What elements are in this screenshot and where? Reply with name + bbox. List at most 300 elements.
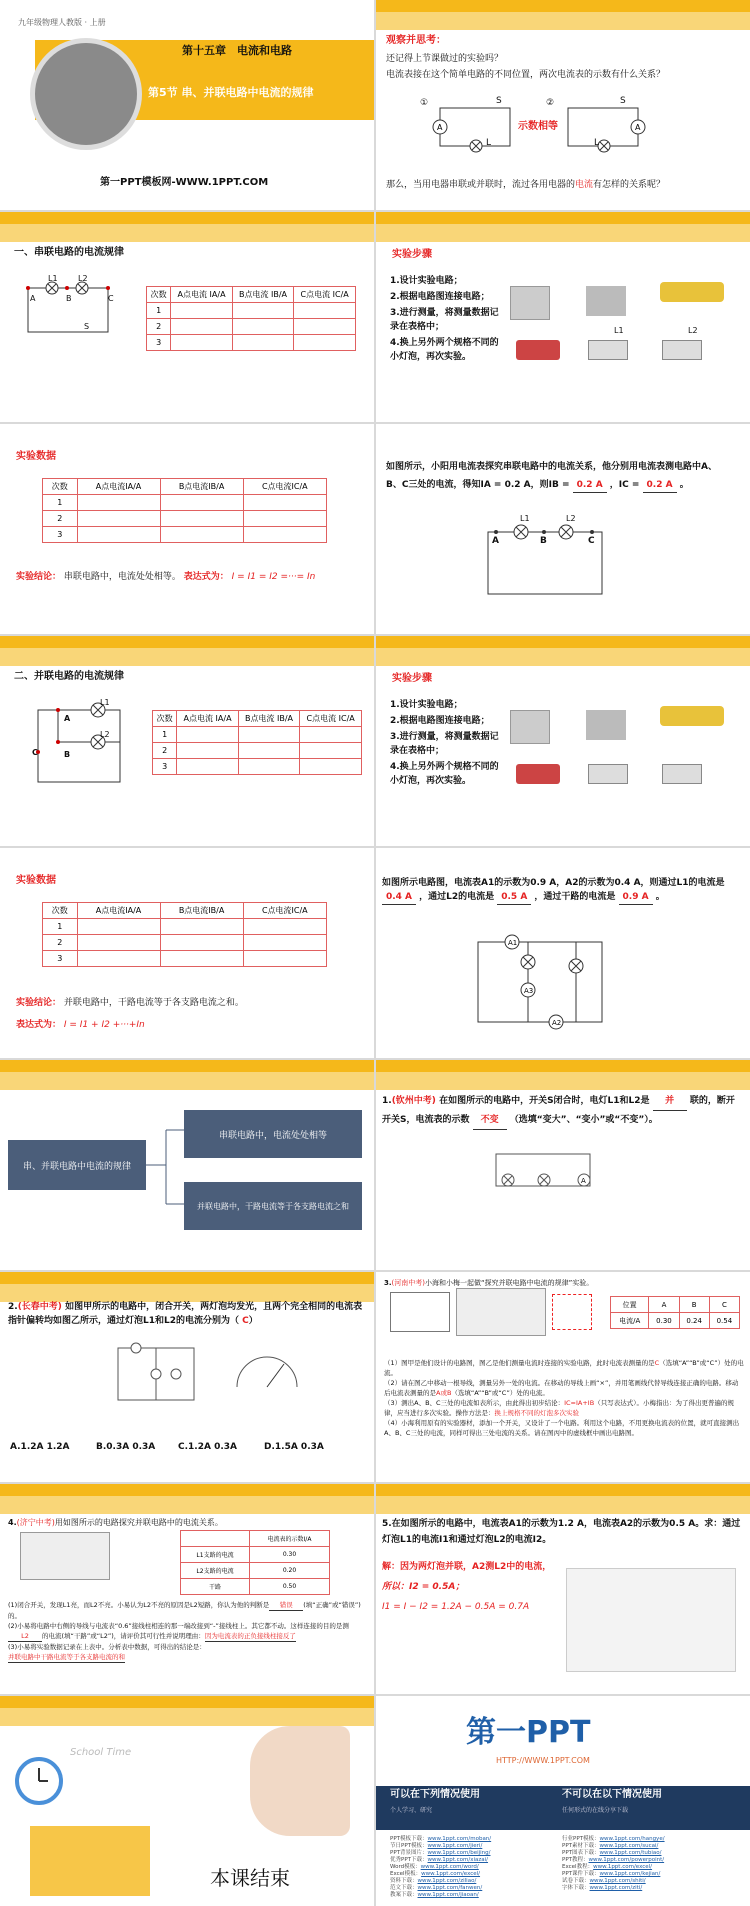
parallel-example-circuit [476,938,606,1028]
answer-1: 并 [653,1092,687,1111]
top-bar [376,0,750,12]
th-empty [181,1531,250,1547]
circuit-1-l: L [486,138,492,148]
top-bar-shade [376,648,750,666]
cannot-use-title: 不可以在以下情况使用 [562,1789,662,1800]
top-bar [376,212,750,224]
step-1: 1.设计实验电路； [390,276,463,286]
row-index: 1 [153,727,177,743]
circuit-1-label: ① [420,98,429,108]
part-4: （4）小海利用原有的实验器材，添加一个开关，又设计了一个电路。利用这个电路，不用更换电流表的位置，就可直接测出A、B、C三处的电流，同样可得出三处电流的关系。请在图丙中的虚线框中画出电路图。 [384,1419,740,1437]
link-label: 教案下载： [390,1892,418,1898]
series-table [146,286,356,351]
row-value: 0.50 [249,1579,329,1595]
link-label: PPT模板下载： [390,1836,428,1842]
exercise-4-title [8,1516,223,1530]
table-row [43,951,327,967]
answer-2: 不变 [473,1111,507,1130]
link-row[interactable] [390,1878,560,1885]
text-4: 。 [655,892,665,902]
link-url[interactable]: www.1ppt.com/kejian/ [599,1871,661,1877]
link-label: PPT课件下载： [562,1871,600,1877]
link-row[interactable] [390,1843,560,1850]
option-a[interactable]: A.1.2A 1.2A [10,1442,70,1452]
row-index: 2 [147,319,171,335]
link-row[interactable] [390,1857,560,1864]
step-3: 3.进行测量，将测量数据记录在表格中； [390,732,499,756]
switch-image [586,710,626,740]
top-bar [0,1484,374,1496]
table-header [153,711,362,727]
slide-series-data[interactable] [0,424,374,634]
step-2: 2.根据电路图连接电路； [390,292,490,302]
series-a: A [30,294,36,303]
part-1: (1)闭合开关，发现L1亮，而L2不亮。小易认为L2不亮的原因是L2短路，你认为他的判断是 [8,1601,270,1609]
ammeter-image [510,286,550,320]
link-url[interactable]: www.1ppt.com/word/ [420,1864,479,1870]
text-1: 如图所示电路图，电流表A1的示数为0.9 A，A2的示数为0.4 A，则通过L1的电流是 [382,878,725,888]
slide-exercise-1[interactable] [376,1060,750,1270]
top-bar-shade [0,1072,374,1090]
parallel-circuit [36,702,126,792]
link-url[interactable]: www.1ppt.com/tubiao/ [599,1850,662,1856]
switch-image [586,286,626,316]
slide-steps-1[interactable] [376,212,750,422]
data-heading: 实验数据 [16,451,56,462]
exercise-1-text: 1.(钦州中考) 在如图所示的电路中，开关S闭合时，电灯L1和L2是 并 联的，断开 开关S，电流表的示数 不变 （选填“变大”、“变小”或“不变”）。 [382,1092,744,1130]
table-header [147,287,356,303]
circuit-2-s: S [620,96,626,106]
link-url[interactable]: www.1ppt.com/hangye/ [599,1836,665,1842]
th-b: B [679,1297,709,1313]
slide-end[interactable] [0,1696,374,1906]
node-a: A [492,536,499,546]
link-url[interactable]: www.1ppt.com/shiti/ [589,1878,646,1884]
col-c: C点电流IC/A [243,903,326,919]
right-link-list [562,1836,742,1892]
conclusion-text: 并联电路中，干路电流等于各支路电流之和。 [63,998,244,1008]
slide-series-law[interactable] [0,212,374,422]
top-bar [376,636,750,648]
part-1b: (填“正确”或“错误”)的。 [8,1601,361,1620]
link-row[interactable] [562,1857,742,1864]
slide-parallel-data[interactable] [0,848,374,1058]
link-row[interactable] [390,1892,560,1899]
source-tag: (济宁中考) [16,1518,55,1527]
top-bar-shade [0,648,374,666]
row-index: 1 [43,919,78,935]
link-url[interactable]: www.1ppt.com/fanwen/ [417,1885,483,1891]
link-label: Excel模板： [390,1871,422,1877]
circuit-1-s: S [496,96,502,106]
link-url[interactable]: www.1ppt.com/xiazai/ [427,1857,489,1863]
question-number: 4. [8,1518,17,1527]
col-count: 次数 [43,479,78,495]
part-1: （1）图甲是他们设计的电路图，图乙是他们测量电流时连接的实验电路，此时电流表测量的是 [384,1359,655,1367]
part-3b: （只写表达式）。小梅指出：为了得出更普遍的规律，应当进行多次实验。操作方法是： [384,1399,734,1417]
ammeter-dial [232,1352,302,1392]
link-label: PPT背景图片： [390,1850,428,1856]
parallel-conclusion [16,996,244,1010]
link-row[interactable] [562,1850,742,1857]
line2-c: 。 [679,480,689,490]
part-2b: 的电流(填“干路”或“L2”)，请评价其可行性并说明理由： [42,1632,205,1640]
link-url[interactable]: www.1ppt.com/jieri/ [427,1843,483,1849]
q3-a: 那么，当用电器串联或并联时，流过各用电器的 [386,180,576,190]
data-heading: 实验数据 [16,875,56,886]
link-row[interactable] [390,1836,560,1843]
link-label: 行业PPT模板： [562,1836,600,1842]
text-3: ，通过干路的电流是 [534,892,616,902]
bulb-l1-image [588,340,628,360]
observe-heading: 观察并思考： [386,35,446,46]
observe-q1: 还记得上节课做过的实验吗？ [386,54,504,64]
cell-a: 0.30 [649,1313,679,1329]
table-row [43,919,327,935]
slide-steps-2[interactable] [376,636,750,846]
table-row [147,303,356,319]
svg-text:A3: A3 [524,987,534,995]
steps-heading: 实验步骤 [392,249,432,260]
grade-label: 九年级物理人教版 · 上册 [18,18,106,27]
option-b[interactable]: B.0.3A 0.3A [96,1442,156,1452]
top-bar-shade [0,1496,374,1514]
table-row [181,1563,330,1579]
link-url[interactable]: www.1ppt.com/ziti/ [589,1885,643,1891]
answer-4: 并联电路中干路电流等于各支路电流的和 [8,1653,125,1661]
bulb-image [588,764,628,784]
step-2: 2.根据电路图连接电路； [390,716,490,726]
option-d[interactable]: D.1.5A 0.3A [264,1442,324,1452]
lamp-l1: L1 [520,514,530,523]
link-url[interactable]: www.1ppt.com/ziliao/ [417,1878,477,1884]
question-close: ） [248,1316,258,1326]
svg-text:A1: A1 [508,939,518,947]
col-c: C点电流IC/A [243,479,326,495]
row-index: 2 [43,935,78,951]
node-b: B [540,536,547,546]
row-label: 干路 [181,1579,250,1595]
col-count: 次数 [153,711,177,727]
lamp-l2: L2 [100,730,110,739]
top-bar-shade [376,1072,750,1090]
row-index: 1 [43,495,78,511]
summary-center-box: 串、并联电路中电流的规律 [8,1140,146,1190]
exercise-4-table [180,1530,330,1595]
observe-q2: 电流表接在这个简单电路的不同位置，两次电流表的示数有什么关系？ [386,70,666,80]
school-time-text: School Time [70,1747,132,1758]
row-index: 3 [147,335,171,351]
link-url[interactable]: www.1ppt.com/excel/ [593,1864,653,1870]
top-bar [376,1060,750,1072]
top-bar-shade [376,12,750,30]
resistor-image [516,340,560,360]
slide-summary[interactable] [0,1060,374,1270]
link-label: Word模板： [390,1864,421,1870]
series-conclusion [16,570,315,584]
summary-series-box: 串联电路中，电流处处相等 [184,1110,362,1158]
title-illustration [30,38,142,150]
hand-illustration [250,1726,350,1836]
link-label: Excel教程： [562,1864,594,1870]
top-bar [0,636,374,648]
table-row [153,759,362,775]
link-label: 范文下载： [390,1885,418,1891]
th-position: 位置 [611,1297,649,1313]
link-label: PPT素材下载： [562,1843,600,1849]
option-c[interactable]: C.1.2A 0.3A [178,1442,237,1452]
answer-main: 0.9 A [619,890,653,905]
exercise-4-body [8,1600,368,1663]
table-row [43,527,327,543]
slide-parallel-example[interactable] [376,848,750,1058]
series-l1: L1 [48,274,58,283]
table-row [181,1579,330,1595]
text-2: ，通过L2的电流是 [419,892,495,902]
table-row [147,319,356,335]
bulb-image [662,764,702,784]
slide-observe[interactable] [376,0,750,210]
step-1: 1.设计实验电路； [390,700,463,710]
slide-title[interactable] [0,0,374,210]
parallel-data-table [42,902,327,967]
row-index: 2 [153,743,177,759]
bulb-l2-image [662,340,702,360]
battery-image [660,282,724,302]
series-data-table [42,478,327,543]
row-label: 电流/A [611,1313,649,1329]
col-a: A点电流IA/A [77,479,160,495]
link-row[interactable] [390,1885,560,1892]
source-tag: (长春中考) [17,1302,62,1312]
col-a: A点电流 IA/A [177,711,238,727]
slide-exercise-3[interactable] [376,1272,750,1482]
expression: I = I1 + I2 +···+In [63,1020,145,1030]
figure-a [390,1292,450,1332]
row-index: 3 [153,759,177,775]
link-row[interactable] [562,1885,742,1892]
link-url[interactable]: www.1ppt.com/jiaoan/ [417,1892,479,1898]
link-label: 资料下载： [390,1878,418,1884]
col-a: A点电流IA/A [77,903,160,919]
link-url[interactable]: www.1ppt.com/sucai/ [599,1843,659,1849]
solution-1: 解：因为两灯泡并联，A2测L2中的电流， [382,1562,552,1572]
can-use-title: 可以在下列情况使用 [390,1789,480,1800]
answer-3: IC=IA+IB [564,1399,595,1407]
top-bar [0,212,374,224]
exercise-3-body [384,1358,744,1438]
answer-3: 因为电流表的正负接线柱接反了 [204,1632,296,1640]
conclusion-label: 实验结论： [16,998,62,1008]
th-current: 电流表的示数I/A [249,1531,329,1547]
link-label: 节日PPT模板： [390,1843,428,1849]
top-bar [0,1696,374,1708]
exercise-2-text [8,1300,366,1328]
th-a: A [649,1297,679,1313]
text-2: 开关S，电流表的示数 [382,1115,470,1125]
brand-logo: 第一PPT [466,1715,591,1750]
link-url[interactable]: www.1ppt.com/beijing/ [427,1850,491,1856]
table-row [147,335,356,351]
table-row [43,511,327,527]
th-c: C [709,1297,739,1313]
circuit-1-diagram [436,102,516,152]
books-illustration [30,1826,150,1896]
expression: I = I1 = I2 =···= In [231,572,316,582]
link-row[interactable] [390,1864,560,1871]
row-label: L1支路的电流 [181,1547,250,1563]
battery-image [660,706,724,726]
link-label: PPT图表下载： [562,1850,600,1856]
slide-series-example[interactable] [376,424,750,634]
line2-a: B、C三处的电流，得知IA = 0.2 A，则IB = [386,480,570,490]
top-bar-shade [376,224,750,242]
text-1: 在如图所示的电路中，开关S闭合时，电灯L1和L2是 [439,1096,650,1106]
line2-b: ，IC = [609,480,640,490]
answer-2: A或B [436,1389,452,1397]
table-row [153,727,362,743]
q3-b: 电流 [575,180,594,190]
resistor-image [516,764,560,784]
brand-url[interactable]: HTTP://WWW.1PPT.COM [496,1756,590,1765]
link-label: 试卷下载： [562,1878,590,1884]
table-row [153,743,362,759]
parallel-table [152,710,362,775]
table-row [43,935,327,951]
solution-3: I1 = I − I2 = 1.2A − 0.5A = 0.7A [382,1602,530,1612]
clock-icon [14,1756,64,1806]
link-row[interactable] [390,1871,560,1878]
series-s: S [84,322,90,331]
answer-ib: 0.2 A [573,478,607,493]
node-a: A [64,714,71,723]
top-bar [0,1060,374,1072]
svg-text:A: A [581,1177,586,1185]
table-row [611,1313,740,1329]
series-l2: L2 [78,274,88,283]
table-row [181,1547,330,1563]
link-url[interactable]: www.1ppt.com/moban/ [427,1836,492,1842]
figure-c [552,1294,592,1330]
row-index: 1 [147,303,171,319]
section-title: 第5节 串、并联电路中电流的规律 [148,86,314,99]
q3-c: 有怎样的关系呢？ [593,180,666,190]
conclusion-text: 串联电路中，电流处处相等。 [63,572,181,582]
answer-4: 换上规格不同的灯泡多次实验 [494,1409,579,1417]
row-index: 3 [43,527,78,543]
series-heading: 一、串联电路的电流规律 [14,247,124,258]
slide-exercise-2[interactable] [0,1272,374,1482]
top-bar [376,1484,750,1496]
row-index: 3 [43,951,78,967]
answer-1: C [654,1359,660,1367]
series-b: B [66,294,72,303]
link-row[interactable] [562,1864,742,1871]
expression-label: 表达式为： [183,572,229,582]
answer: C [242,1316,249,1326]
col-c: C点电流 IC/A [300,711,362,727]
example-line-2 [386,478,689,493]
observe-q3 [386,178,665,192]
circuit-2-diagram [564,102,644,152]
row-index: 2 [43,511,78,527]
step-3: 3.进行测量，将测量数据记录在表格中； [390,308,499,332]
circuit-2-label: ② [546,98,555,108]
site-label: 第一PPT模板网-WWW.1PPT.COM [100,177,269,188]
ammeter-image [510,710,550,744]
link-row[interactable] [562,1871,742,1878]
expression-label: 表达式为： [16,1020,62,1030]
solution-2: 所以：I2 = 0.5A； [382,1582,465,1592]
exercise-5-text: 5.在如图所示的电路中，电流表A1的示数为1.2 A，电流表A2的示数为0.5 A。求：通过灯泡L1的电流I1和通过灯泡L2的电流I2。 [382,1519,741,1545]
circuit-photo [566,1568,736,1672]
series-circuit [22,280,112,340]
series-c: C [108,294,114,303]
chapter-title: 第十五章 电流和电路 [182,44,292,57]
source-tag: (钦州中考) [391,1096,436,1106]
col-count: 次数 [43,903,78,919]
answer-ic: 0.2 A [643,478,677,493]
top-bar-shade [0,224,374,242]
question-title: 小海和小梅一起做“探究并联电路中电流的规律”实验。 [425,1279,594,1287]
link-row[interactable] [562,1878,742,1885]
link-url[interactable]: www.1ppt.com/powerpoint/ [588,1857,665,1863]
answer-l2: 0.5 A [497,890,531,905]
slide-footer[interactable] [376,1696,750,1906]
col-c: C点电流 IC/A [294,287,356,303]
part-3: (3)小易将实验数据记录在上表中。分析表中数据，可得出的结论是： [8,1643,206,1651]
svg-text:A: A [635,123,641,132]
link-label: 优秀PPT下载： [390,1857,428,1863]
part-3: （3）测出A、B、C三处的电流如表所示，由此得出初步结论： [384,1399,565,1407]
slide-exercise-5[interactable] [376,1484,750,1694]
figure-b [456,1288,546,1336]
lamp-l2: L2 [566,514,576,523]
col-count: 次数 [147,287,171,303]
summary-parallel-box: 并联电路中，干路电流等于各支路电流之和 [184,1182,362,1230]
equal-answer: 示数相等 [518,121,558,132]
question-number: 2. [8,1302,18,1312]
cell-c: 0.54 [709,1313,739,1329]
answer-1: 错误 [269,1600,303,1611]
summary-connectors [146,1110,186,1220]
svg-text:A2: A2 [552,1019,562,1027]
col-b: B点电流IB/A [160,479,243,495]
col-b: B点电流 IB/A [238,711,299,727]
row-value: 0.20 [249,1563,329,1579]
question-text: 如图甲所示的电路中，闭合开关，两灯泡均发光，且两个完全相同的电流表指针偏转均如图乙所示，通过灯泡L1和L2的电流分别为（ [8,1302,363,1326]
answer-l1: 0.4 A [382,890,416,905]
top-bar-shade [376,1496,750,1514]
link-row[interactable] [562,1843,742,1850]
link-url[interactable]: www.1ppt.com/excel/ [421,1871,481,1877]
top-bar-shade [0,1708,374,1726]
node-b: B [64,750,71,759]
table-header [43,903,327,919]
slide-parallel-law[interactable] [0,636,374,846]
top-bar [0,1272,374,1284]
bulb-l1-label: L1 [614,326,624,335]
steps-heading: 实验步骤 [392,673,432,684]
example-line-1: 如图所示，小阳用电流表探究串联电路中的电流关系，他分别用电流表测电路中A、 [386,462,717,472]
part-2b: （选填“A”“B”或“C”）处的电流。 [451,1389,549,1397]
slide-exercise-4[interactable] [0,1484,374,1694]
link-row[interactable] [390,1850,560,1857]
step-4: 4.换上另外两个规格不同的小灯泡，再次实验。 [390,338,499,362]
cannot-use-sub: 任何形式的在线分享下载 [562,1807,629,1814]
part-1b: （选填“A”“B”或“C”）处的电流。 [384,1359,744,1377]
link-row[interactable] [562,1836,742,1843]
